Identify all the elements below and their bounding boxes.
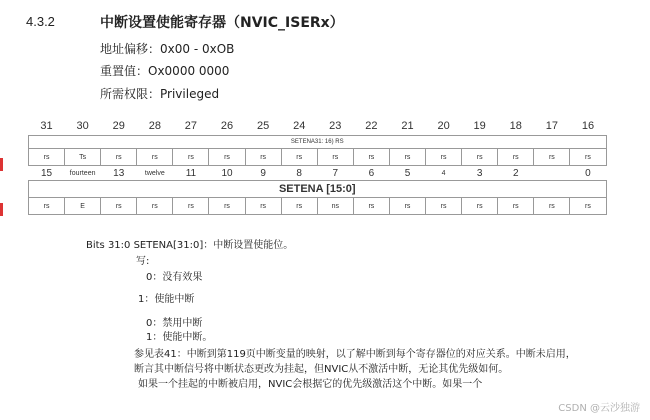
access-type: rs xyxy=(462,198,498,215)
low-field-name: SETENA [15:0] xyxy=(29,181,607,198)
bit-number: 31 xyxy=(40,120,53,132)
low-access-row xyxy=(29,198,607,215)
bit-number: 11 xyxy=(185,167,197,179)
access-type: rs xyxy=(534,198,570,215)
bit-number: 24 xyxy=(293,120,306,132)
low-bit-numbers xyxy=(29,166,607,181)
bit-number: 19 xyxy=(473,120,486,132)
watermark: CSDN @云沙独游 xyxy=(558,403,640,414)
access-type: rs xyxy=(281,149,317,166)
bit-number: fourteen xyxy=(69,169,96,177)
high-bit-numbers xyxy=(29,117,607,136)
bit-number: 22 xyxy=(365,120,378,132)
bit-number: 3 xyxy=(476,167,483,179)
access-type: rs xyxy=(209,149,245,166)
bit-number: 4 xyxy=(441,169,446,177)
bit-number xyxy=(534,166,570,181)
section-number: 4.3.2 xyxy=(26,14,55,29)
access-type: rs xyxy=(353,149,389,166)
access-type: rs xyxy=(29,149,65,166)
write-option-0: 0：没有效果 xyxy=(146,272,203,283)
high-field-row xyxy=(29,136,607,149)
bit-number: 28 xyxy=(148,120,161,132)
access-type: rs xyxy=(101,149,137,166)
bit-number: 29 xyxy=(112,120,125,132)
left-margin-marker-bottom xyxy=(0,203,3,216)
access-type: rs xyxy=(570,149,606,166)
read-option-0: 0：禁用中断 xyxy=(146,318,203,329)
access-type: rs xyxy=(534,149,570,166)
access-type: rs xyxy=(209,198,245,215)
bit-number: twelve xyxy=(144,169,165,177)
access-type: rs xyxy=(173,149,209,166)
access-type: rs xyxy=(353,198,389,215)
bit-number: 6 xyxy=(368,167,375,179)
bit-number: 0 xyxy=(585,167,591,179)
access-type: rs xyxy=(173,198,209,215)
read-option-1: 1：使能中断。 xyxy=(146,332,213,343)
low-field-row xyxy=(29,181,607,198)
description-paragraph-1: 参见表41：中断到第119页中断变量的映射，以了解中断到每个寄存器位的对应关系。中断未启用， xyxy=(134,349,576,360)
bit-number: 30 xyxy=(76,120,89,132)
bit-number: 13 xyxy=(113,167,125,179)
access-type: Ts xyxy=(65,149,101,166)
section-title: 中断设置使能寄存器（NVIC_ISERx） xyxy=(100,15,344,31)
bit-number: 18 xyxy=(509,120,522,132)
access-type: rs xyxy=(137,149,173,166)
register-table-high xyxy=(28,117,607,166)
access-type: rs xyxy=(498,198,534,215)
access-type: rs xyxy=(389,198,425,215)
bit-number: 17 xyxy=(545,120,558,132)
description-paragraph-2: 断言其中断信号将中断状态更改为挂起，但NVIC从不激活中断，无论其优先级如何。 xyxy=(134,364,509,375)
high-access-row xyxy=(29,149,607,166)
access-type: rs xyxy=(570,198,606,215)
access-type: rs xyxy=(462,149,498,166)
reset-value: 重置值：Ox0000 0000 xyxy=(100,64,230,78)
bit-number: 21 xyxy=(401,120,414,132)
bit-number: 2 xyxy=(512,167,519,179)
bit-number: 16 xyxy=(581,120,595,132)
bit-number: 5 xyxy=(404,167,411,179)
high-field-name: SETENA31: 16) RS xyxy=(29,136,607,149)
access-type: rs xyxy=(281,198,317,215)
bits-description: Bits 31:0 SETENA[31:0]：中断设置使能位。 xyxy=(86,240,294,251)
required-privilege: 所需权限：Privileged xyxy=(100,87,220,101)
bit-number: 10 xyxy=(221,167,233,179)
access-type: ns xyxy=(317,198,353,215)
description-paragraph-3: 如果一个挂起的中断被启用，NVIC会根据它的优先级激活这个中断。如果一个 xyxy=(138,379,483,390)
bit-number: 23 xyxy=(329,120,342,132)
access-type: rs xyxy=(317,149,353,166)
bit-number: 25 xyxy=(256,120,270,132)
write-option-1: 1：使能中断 xyxy=(138,294,195,305)
access-type: rs xyxy=(101,198,137,215)
access-type: rs xyxy=(426,149,462,166)
register-table-low xyxy=(28,166,607,215)
access-type: rs xyxy=(29,198,65,215)
access-type: rs xyxy=(498,149,534,166)
access-type: rs xyxy=(426,198,462,215)
access-type: rs xyxy=(389,149,425,166)
write-label: 写: xyxy=(136,256,150,267)
access-type: rs xyxy=(245,198,281,215)
access-type: E xyxy=(65,198,101,215)
bit-number: 8 xyxy=(296,167,302,179)
access-type: rs xyxy=(137,198,173,215)
bit-number: 27 xyxy=(184,120,198,132)
bit-number: 26 xyxy=(220,120,234,132)
access-type: rs xyxy=(245,149,281,166)
bit-number: 20 xyxy=(437,120,450,132)
address-offset: 地址偏移：0x00 - 0xOB xyxy=(100,42,235,56)
bit-number: 7 xyxy=(332,167,339,179)
bit-number: 9 xyxy=(260,167,266,179)
left-margin-marker-top xyxy=(0,158,3,171)
bit-number: 15 xyxy=(40,167,53,179)
